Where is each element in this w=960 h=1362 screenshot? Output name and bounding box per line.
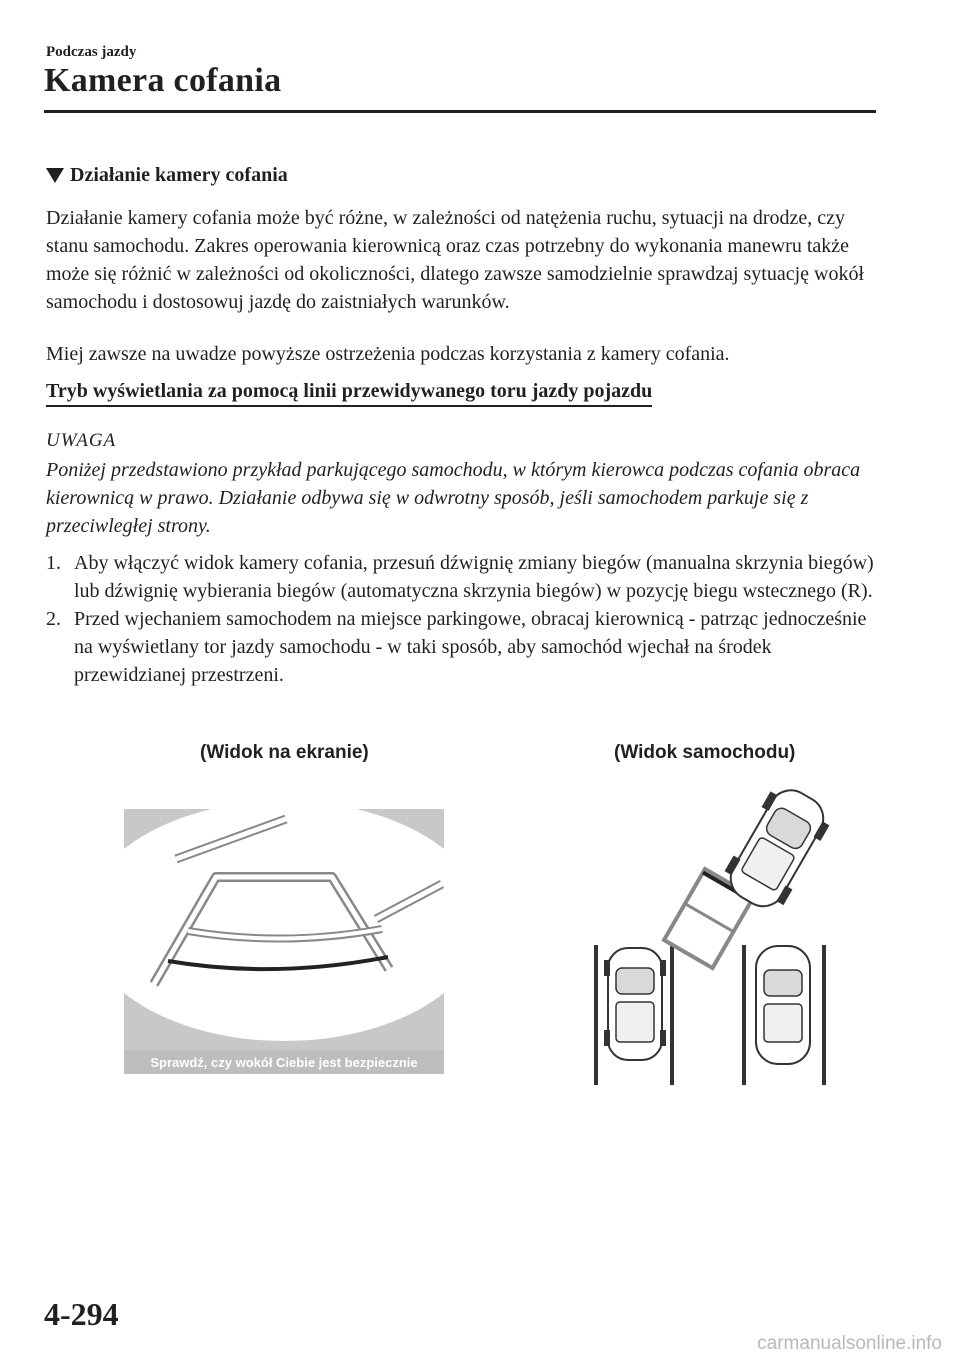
watermark: carmanualsonline.info	[757, 1333, 942, 1354]
parked-car-left	[604, 948, 666, 1060]
steps-list	[46, 549, 876, 689]
screen-warning-text: Sprawdź, czy wokół Ciebie jest bezpiecznie	[150, 1055, 418, 1070]
step-number: 1.	[46, 552, 61, 574]
step-number: 2.	[46, 608, 61, 630]
page-number: 4-294	[44, 1296, 119, 1332]
page-title: Kamera cofania	[44, 62, 282, 99]
note-label: UWAGA	[46, 430, 117, 451]
paragraph-warning: Miej zawsze na uwadze powyższe ostrzeżenia podczas korzystania z kamery cofania.	[46, 343, 730, 365]
parked-car-right	[756, 946, 810, 1064]
list-item	[46, 605, 876, 689]
title-divider	[44, 110, 876, 113]
section-label: Podczas jazdy	[46, 44, 137, 60]
subheading-text: Działanie kamery cofania	[70, 164, 288, 186]
reversing-car	[718, 780, 837, 917]
step-text: Aby włączyć widok kamery cofania, przesuń dźwignię zmiany biegów (manualna skrzynia biegów) lub dźwignię wybierania biegów (automatyczna skrzynia biegów) w pozycję biegu wstecznego (R).	[74, 552, 874, 602]
paragraph-operation: Działanie kamery cofania może być różne, w zależności od natężenia ruchu, sytuacji na drodze, czy stanu samochodu. Zakres operowania kierownicą oraz czas potrzebny do wykonania manewru także może się różnić w zależności od okoliczności, dlatego zawsze samodzielnie sprawdzaj sytuację wokół samochodu i dostosowuj jazdę do zaistniałych warunków.	[46, 207, 865, 313]
triangle-down-icon	[46, 168, 64, 183]
camera-screen-illustration	[124, 809, 444, 1074]
parking-car-illustration	[586, 780, 846, 1090]
car-view-caption: (Widok samochodu)	[614, 742, 796, 763]
screen-view-caption: (Widok na ekranie)	[200, 742, 369, 763]
subheading	[46, 164, 288, 187]
mode-heading: Tryb wyświetlania za pomocą linii przewidywanego toru jazdy pojazdu	[46, 378, 652, 407]
list-item	[46, 549, 876, 605]
note-text: Poniżej przedstawiono przykład parkującego samochodu, w którym kierowca podczas cofania obraca kierownicą w prawo. Działanie odbywa się w odwrotny sposób, jeśli samochodem parkuje się z przeciwległej strony.	[46, 459, 861, 537]
step-text: Przed wjechaniem samochodem na miejsce parkingowe, obracaj kierownicą - patrząc jednocześnie na wyświetlany tor jazdy samochodu - w taki sposób, aby samochód wjechał na środek przewidzianej przestrzeni.	[74, 608, 867, 686]
